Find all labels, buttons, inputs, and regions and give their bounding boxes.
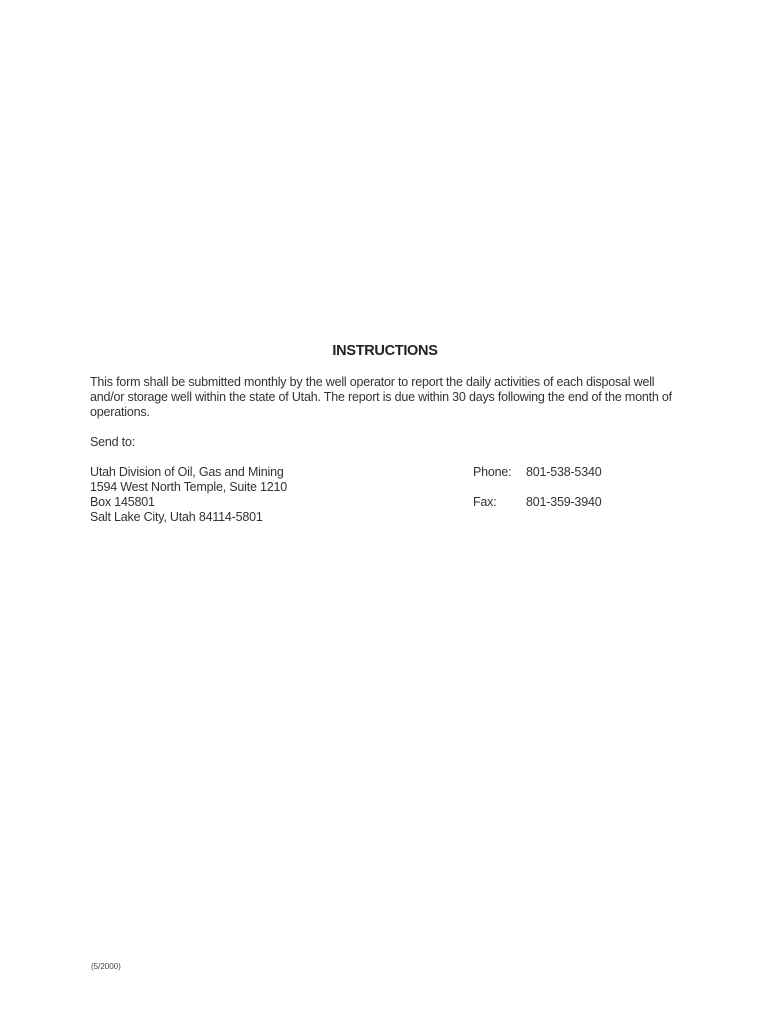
instructions-paragraph: This form shall be submitted monthly by the well operator to report the daily activities of each disposal well and/or storage well within the state of Utah. The report is due within 30 days following the end of the month of operations. (90, 375, 672, 419)
phone-contact (473, 465, 601, 479)
revision-date: (5/2000) (91, 962, 121, 971)
address-line-city: Salt Lake City, Utah 84114-5801 (90, 510, 263, 524)
mailing-address (90, 465, 287, 525)
address-line-organization: Utah Division of Oil, Gas and Mining (90, 465, 284, 479)
address-line-street: 1594 West North Temple, Suite 1210 (90, 480, 288, 494)
fax-number: 801-359-3940 (526, 495, 602, 509)
page-title: INSTRUCTIONS (332, 343, 438, 359)
fax-label: Fax: (473, 495, 497, 509)
phone-number: 801-538-5340 (526, 465, 602, 479)
phone-label: Phone: (473, 465, 512, 479)
address-line-box: Box 145801 (90, 495, 155, 509)
fax-contact (473, 495, 601, 509)
send-to-label: Send to: (90, 435, 135, 449)
